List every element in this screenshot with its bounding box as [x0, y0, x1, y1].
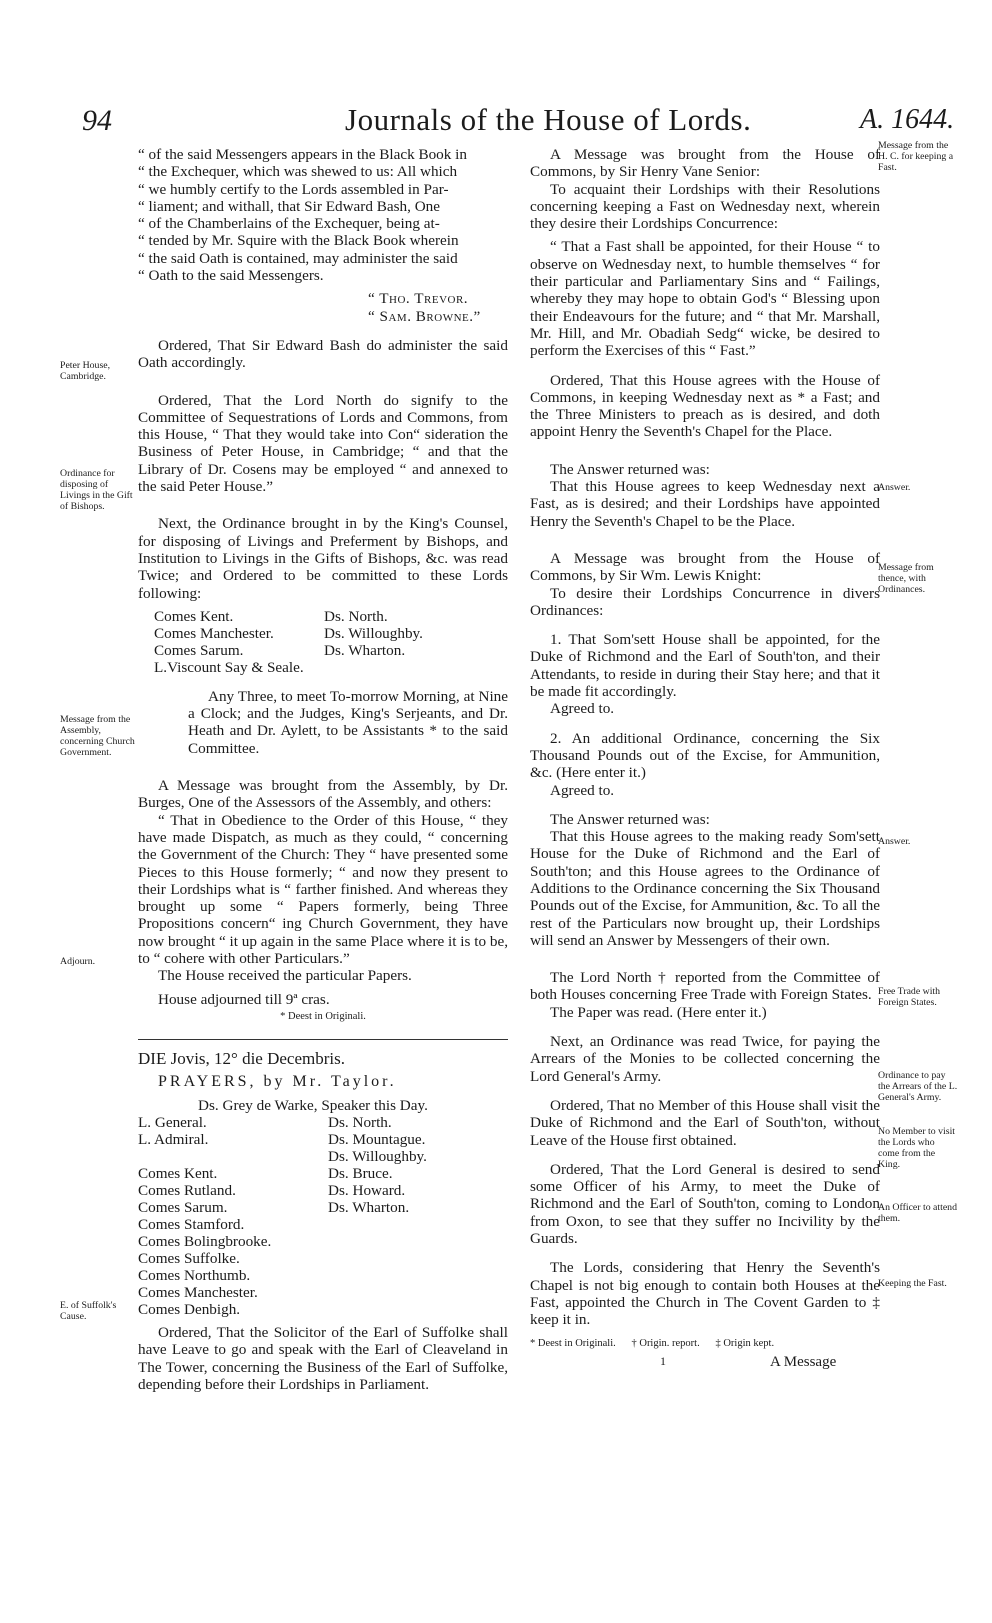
- attendee: Comes Sarum.: [138, 1199, 228, 1217]
- committee-member: Comes Kent.: [154, 607, 234, 625]
- quote-line: “ the said Oath is contained, may administer the said: [138, 249, 458, 267]
- attendee: Ds. Willoughby.: [328, 1148, 427, 1166]
- margin-note-adjourn: Adjourn.: [60, 956, 96, 967]
- margin-note-fast: Message from the H. C. for keeping a Fast.: [878, 140, 954, 173]
- committee-member: [324, 659, 494, 676]
- attendee: L. General.: [138, 1114, 207, 1132]
- agreed-2: Agreed to.: [550, 781, 615, 799]
- no-member-order: Ordered, That no Member of this House shall visit the Duke of Richmond and the Earl of South'ton, without Leave of the House first obtained.: [530, 1096, 880, 1149]
- attendee: [328, 1284, 488, 1301]
- right-column: [530, 146, 880, 1352]
- margin-note-free-trade: Free Trade with Foreign States.: [878, 986, 941, 1008]
- answer-1: That this House agrees to keep Wednesday next a Fast, as is desired; and their Lordships have appointed Henry the Seventh's Chapel to be the Place.: [530, 478, 880, 530]
- attendee: Ds. North.: [328, 1114, 392, 1132]
- assembly-message: A Message was brought from the Assembly, by Dr. Burges, One of the Assessors of the Assembly, and others:: [138, 777, 508, 812]
- suffolk-order: Ordered, That the Solicitor of the Earl of Suffolke shall have Leave to go and speak with the Earl of Cleaveland in The Tower, concerning the Business of the Earl of Suffolke, depending before their Lordships in Parliament.: [138, 1324, 508, 1393]
- answer-2: That this House agrees to the making ready Som'sett House for the Duke of Richmond and the Earl of South'ton; and this House agrees to the Ordinance of Additions to the Ordinance concerning the Six Thousand Pounds out of the Excise, for Ammunition, &c. To all the rest of the Particulars now brought up, their Lordships will send an Answer by Messengers of their own.: [530, 828, 880, 949]
- section-rule: [138, 1039, 508, 1040]
- attendee: [328, 1267, 488, 1284]
- committee-member: Comes Sarum.: [154, 641, 244, 659]
- attendee: [138, 1148, 328, 1165]
- attendee: [328, 1216, 488, 1233]
- quote-line: “ Oath to the said Messengers.: [138, 267, 324, 285]
- margin-note-officer: An Officer to attend them.: [878, 1202, 957, 1224]
- margin-note-arrears: Ordinance to pay the Arrears of the L. General's Army.: [878, 1070, 958, 1103]
- fast-ordered: Ordered, That this House agrees with the House of Commons, in keeping Wednesday next as * a Fast; and the Three Ministers to preach as is desired, and doth appoint Henry the Seventh's Chapel for the Place.: [530, 371, 880, 441]
- signature-mark: 1: [660, 1354, 666, 1368]
- quote-line: “ of the said Messengers appears in the Black Book in: [138, 146, 467, 163]
- attendee: [328, 1250, 488, 1267]
- attendee: Comes Suffolke.: [138, 1250, 240, 1268]
- free-trade-report: The Lord North † reported from the Committee of both Houses concerning Free Trade with Foreign States.: [530, 969, 880, 1004]
- prayers-line: PRAYERS, by Mr. Taylor.: [158, 1073, 397, 1091]
- margin-note-ordinances: Message from thence, with Ordinances.: [878, 562, 934, 595]
- committee-member: Ds. North.: [324, 607, 388, 625]
- attendee: Comes Kent.: [138, 1165, 218, 1183]
- signature-trevor: “ Tho. Trevor.: [368, 290, 469, 308]
- fast-message: A Message was brought from the House of Commons, by Sir Henry Vane Senior:: [530, 146, 880, 181]
- answer-heading-1: The Answer returned was:: [550, 460, 710, 478]
- papers-received: The House received the particular Papers.: [158, 967, 412, 985]
- attendance-list: [138, 1114, 508, 1318]
- ordinance-paragraph: Next, the Ordinance brought in by the King's Counsel, for disposing of Livings and Preferment by Bishops, and Institution to Livings in the Gifts of Bishops, &c. was read Twice; and Ordered to be committed to these Lords following:: [138, 515, 508, 602]
- paper-read: The Paper was read. (Here enter it.): [550, 1003, 767, 1021]
- margin-note-ordinance: Ordinance for disposing of Livings in the Gift of Bishops.: [60, 468, 133, 512]
- year-heading: A. 1644.: [860, 104, 955, 135]
- page-number: 94: [82, 104, 112, 137]
- attendee: Ds. Bruce.: [328, 1165, 393, 1183]
- attendee: L. Admiral.: [138, 1131, 209, 1149]
- attendee: Comes Northumb.: [138, 1267, 251, 1285]
- margin-note-suffolk: E. of Suffolk's Cause.: [60, 1300, 117, 1322]
- adjourned-line: House adjourned till 9ª cras.: [158, 990, 330, 1008]
- margin-note-answer-2: Answer.: [878, 836, 911, 847]
- peter-house-order: Ordered, That the Lord North do signify to the Committee of Sequestrations of Lords and Commons, from this House, “ That they would take into Con“ sideration the Business of Peter House, in Cambridge; “ and that the Library of Dr. Cosens may be employed “ and annexed to the said Peter House.”: [138, 391, 508, 496]
- ordinance-item-2: 2. An additional Ordinance, concerning the Six Thousand Pounds out of the Excise, for Ammunition, &c. (Here enter it.): [530, 729, 880, 782]
- quote-line: “ we humbly certify to the Lords assembled in Par-: [138, 180, 449, 198]
- arrears-ordinance: Next, an Ordinance was read Twice, for paying the Arrears of the Monies to be collected concerning the Lord General's Army.: [530, 1033, 880, 1085]
- attendee: Ds. Mountague.: [328, 1131, 426, 1149]
- covent-garden: The Lords, considering that Henry the Seventh's Chapel is not big enough to contain both Houses at the Fast, appointed the Church in The Covent Garden to ‡ keep it in.: [530, 1259, 880, 1329]
- margin-note-keeping: Keeping the Fast.: [878, 1278, 947, 1289]
- speaker-line: Ds. Grey de Warke, Speaker this Day.: [198, 1096, 428, 1114]
- running-title: Journals of the House of Lords.: [345, 102, 752, 137]
- attendee: Comes Rutland.: [138, 1182, 236, 1200]
- attendee: Comes Stamford.: [138, 1216, 245, 1234]
- quote-line: “ tended by Mr. Squire with the Black Book wherein: [138, 232, 459, 250]
- catchword: A Message: [770, 1354, 837, 1370]
- quote-line: “ liament; and withall, that Sir Edward Bash, One: [138, 197, 440, 215]
- left-column: [138, 146, 508, 1393]
- attendee: Comes Bolingbrooke.: [138, 1233, 272, 1251]
- agreed-1: Agreed to.: [550, 700, 615, 718]
- attendee: Comes Manchester.: [138, 1284, 258, 1302]
- committee-member: Ds. Wharton.: [324, 641, 406, 659]
- attendee: [328, 1233, 488, 1250]
- answer-heading-2: The Answer returned was:: [550, 810, 710, 828]
- quote-line: “ of the Chamberlains of the Exchequer, being at-: [138, 215, 440, 233]
- margin-note-no-member: No Member to visit the Lords who come from the King.: [878, 1126, 956, 1170]
- signature-browne: “ Sam. Browne.”: [368, 307, 481, 325]
- footnotes-right: * Deest in Originali. † Origin. report. ‡ Origin kept.: [530, 1337, 775, 1349]
- attendee: Comes Denbigh.: [138, 1301, 241, 1319]
- attendee: Ds. Wharton.: [328, 1199, 410, 1217]
- committee-member: L.Viscount Say & Seale.: [154, 658, 304, 676]
- attendee: Ds. Howard.: [328, 1182, 406, 1200]
- attendee: [328, 1301, 488, 1318]
- committee-member: Comes Manchester.: [154, 624, 274, 642]
- footnote-left: * Deest in Originali.: [280, 1010, 366, 1022]
- lewis-desire: To desire their Lordships Concurrence in divers Ordinances:: [530, 584, 880, 619]
- committee-list: [138, 608, 508, 676]
- margin-note-answer-1: Answer.: [878, 482, 911, 493]
- fast-acquaint: To acquaint their Lordships with their Resolutions concerning keeping a Fast on Wednesday next, wherein they desire their Lordships Concurrence:: [530, 180, 880, 233]
- quote-line: “ the Exchequer, which was shewed to us: All which: [138, 163, 458, 181]
- officer-order: Ordered, That the Lord General is desired to send some Officer of his Army, to meet the Duke of Richmond and the Earl of South'ton, coming to London from Oxon, to see that they suffer no Incivility by the Guards.: [530, 1160, 880, 1248]
- any-three-paragraph: Any Three, to meet To-morrow Morning, at Nine a Clock; and the Judges, King's Serjeants, and Dr. Heath and Dr. Aylett, to be Assistants * to the said Committee.: [188, 687, 508, 757]
- lewis-message: A Message was brought from the House of Commons, by Sir Wm. Lewis Knight:: [530, 549, 880, 585]
- day-heading: DIE Jovis, 12° die Decembris.: [138, 1049, 345, 1069]
- margin-note-peter-house: Peter House, Cambridge.: [60, 360, 111, 382]
- ordinance-item-1: 1. That Som'sett House shall be appointed, for the Duke of Richmond and the Earl of South'ton, and their Attendants, to reside in during their Stay here; and that it be made fit accordingly.: [530, 631, 880, 701]
- ordered-bash: Ordered, That Sir Edward Bash do administer the said Oath accordingly.: [138, 336, 508, 372]
- committee-member: Ds. Willoughby.: [324, 624, 423, 642]
- margin-note-assembly: Message from the Assembly, concerning Church Government.: [60, 714, 135, 758]
- fast-quote: “ That a Fast shall be appointed, for their House “ to observe on Wednesday next, to humble themselves “ for their particular and Parliamentary Sins and “ Failings, whereby they may hope to obtain God's “ Blessing upon their Endeavours for the future; and “ that Mr. Marshall, Mr. Hill, and Mr. Obadiah Sedg“ wicke, be desired to perform the Exercises of this “ Fast.”: [530, 238, 880, 360]
- assembly-quote: “ That in Obedience to the Order of this House, “ they have made Dispatch, as much as they could, “ concerning the Government of the Church: They “ have presented some Pieces to this House formerly; “ and now they present to their Lordships what is “ farther finished. And whereas they brought up some “ Papers formerly, being Three Propositions concern“ ing Church Government, they have now brought “ it up again in the same Place where it is to be, to “ cohere with other Particulars.”: [138, 811, 508, 967]
